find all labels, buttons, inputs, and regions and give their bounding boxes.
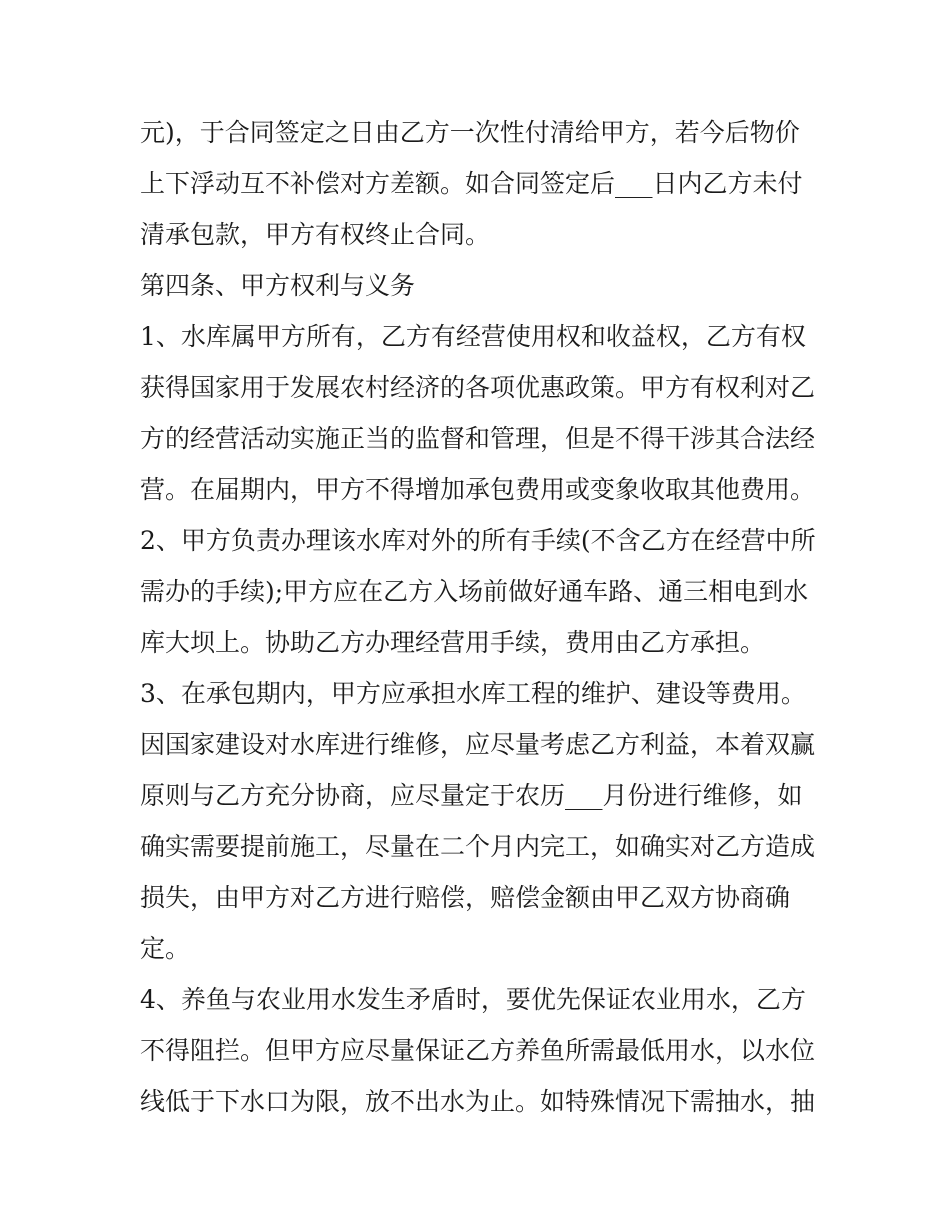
text-line: 确实需要提前施工，尽量在二个月内完工，如确实对乙方造成 — [140, 832, 816, 861]
text-line: 获得国家用于发展农村经济的各项优惠政策。甲方有权利对乙 — [140, 373, 816, 402]
text-line: 上下浮动互不补偿对方差额。如合同签定后___日内乙方未付 — [140, 169, 803, 198]
paragraph — [140, 107, 820, 260]
document-body — [140, 107, 820, 1127]
text-line: 3、在承包期内，甲方应承担水库工程的维护、建设等费用。 — [140, 679, 806, 708]
paragraph — [140, 668, 820, 974]
text-line: 不得阻拦。但甲方应尽量保证乙方养鱼所需最低用水，以水位 — [140, 1036, 816, 1065]
paragraph — [140, 515, 820, 668]
text-line: 需办的手续);甲方应在乙方入场前做好通车路、通三相电到水 — [140, 577, 809, 606]
heading-line: 第四条、甲方权利与义务 — [140, 271, 416, 300]
text-line: 损失，由甲方对乙方进行赔偿，赔偿金额由甲乙双方协商确 — [140, 883, 791, 912]
paragraph — [140, 974, 820, 1127]
text-line: 方的经营活动实施正当的监督和管理，但是不得干涉其合法经 — [140, 424, 816, 453]
paragraph — [140, 311, 820, 515]
text-line: 线低于下水口为限，放不出水为止。如特殊情况下需抽水，抽 — [140, 1087, 816, 1116]
section-heading — [140, 260, 820, 311]
text-line: 因国家建设对水库进行维修，应尽量考虑乙方利益，本着双赢 — [140, 730, 816, 759]
text-line: 清承包款，甲方有权终止合同。 — [140, 220, 491, 249]
text-line: 库大坝上。协助乙方办理经营用手续，费用由乙方承担。 — [140, 628, 766, 657]
text-line: 4、养鱼与农业用水发生矛盾时，要优先保证农业用水，乙方 — [140, 985, 806, 1014]
text-line: 2、甲方负责办理该水库对外的所有手续(不含乙方在经营中所 — [140, 526, 816, 555]
text-line: 元)，于合同签定之日由乙方一次性付清给甲方，若今后物价 — [140, 118, 800, 147]
text-line: 原则与乙方充分协商，应尽量定于农历___月份进行维修，如 — [140, 781, 803, 810]
text-line: 营。在届期内，甲方不得增加承包费用或变象收取其他费用。 — [140, 475, 816, 504]
text-line: 1、水库属甲方所有，乙方有经营使用权和收益权，乙方有权 — [140, 322, 806, 351]
text-line: 定。 — [140, 934, 191, 963]
